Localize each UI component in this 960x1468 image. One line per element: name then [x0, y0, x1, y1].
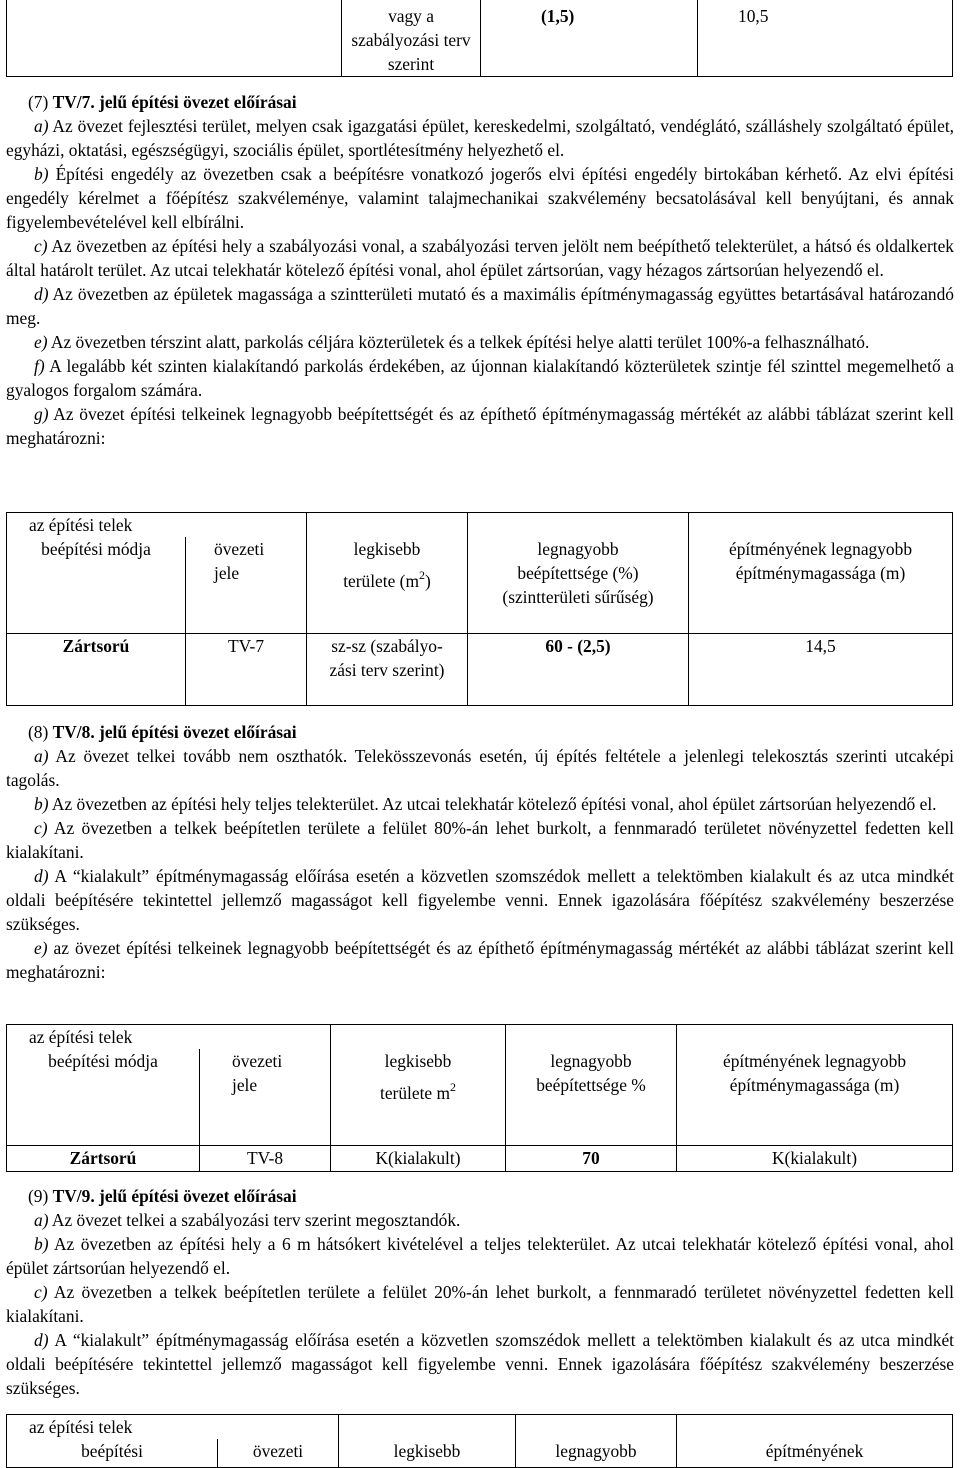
- row-max-coverage: 60 - (2,5): [545, 635, 611, 656]
- top-cell-scope: vagy a szabályozási terv szerint: [351, 6, 471, 74]
- row-mode: Zártsorú: [69, 1147, 137, 1168]
- tv8-table: [6, 1024, 953, 1172]
- section-heading: (9) TV/9. jelű építési övezet előírásai: [28, 1186, 297, 1206]
- clause-d: d) Az övezetben az épületek magassága a szintterületi mutató és a maximális építménymagasság együttes betartásával határozandó meg.: [6, 284, 954, 328]
- table-group-header: az építési telek: [29, 1417, 133, 1437]
- row-mode: Zártsorú: [62, 635, 130, 656]
- col-header-max-height: építményének legnagyobb építménymagassága (m): [722, 1051, 907, 1095]
- clause-b: b) Az övezetben az építési hely teljes telekterület. Az utcai telekhatár kötelező építési vonal, ahol épület zártsorúan helyezendő el.: [34, 794, 937, 814]
- clause-c: c) Az övezetben a telkek beépítetlen területe a felület 80%-án lehet burkolt, a fennmaradó területet növényzettel fedetten kell kialakítani.: [6, 818, 954, 862]
- table-group-header: az építési telek: [29, 1027, 133, 1047]
- row-max-height: 14,5: [805, 635, 836, 656]
- top-cell-ratio: (1,5): [541, 6, 575, 26]
- clause-g: g) Az övezet építési telkeinek legnagyobb beépítettségét és az építhető építménymagasság mértékét az alábbi táblázat szerint kell meghatározni:: [6, 404, 955, 448]
- row-min-area: sz-sz (szabályo-zási terv szerint): [329, 635, 445, 680]
- clause-b: b) Az övezetben az építési hely a 6 m hátsókert kivételével a teljes telekterület. Az utcai telekhatár kötelező építési vonal, ahol épület zártsorúan helyezendő el.: [6, 1234, 954, 1278]
- col-header-min-area: legkisebb: [384, 1051, 452, 1071]
- col-header-max-coverage: legnagyobb beépítettsége %: [536, 1051, 646, 1095]
- clause-e: e) Az övezetben térszint alatt, parkolás céljára közterületek és a telkek építési helye alatti terület 100%-a felhasználható.: [34, 332, 870, 352]
- clause-d: d) A “kialakult” építménymagasság előírása esetén a közvetlen szomszédok mellett a telektömben kialakult és az utca mindkét oldali beépítésére tekintettel jellemző magasságot kell figyelembe venni. Ennek igazolására főépítész szakvélemény beszerzése szükséges.: [6, 1330, 954, 1398]
- section-tv7: [6, 90, 954, 450]
- col-header-mode: beépítési módja: [41, 539, 151, 559]
- row-zone: TV-8: [246, 1147, 284, 1168]
- col-header-min-area: legkisebb: [353, 539, 421, 559]
- clause-e: e) az övezet építési telkeinek legnagyobb beépítettségét és az építhető építménymagasság mértékét az alábbi táblázat szerint kell meghatározni:: [6, 938, 954, 982]
- row-max-height: K(kialakult): [772, 1147, 857, 1168]
- section-heading: (7) TV/7. jelű építési övezet előírásai: [28, 92, 297, 112]
- col-header-max-coverage: legnagyobb: [555, 1441, 637, 1461]
- col-header-min-area: legkisebb: [393, 1441, 461, 1461]
- col-header-zone: övezeti: [252, 1441, 304, 1461]
- clause-b: b) Építési engedély az övezetben csak a beépítésre vonatkozó jogerős elvi építési engedély birtokában kérhető. Az elvi építési engedély kérelmet a főépítész szakvéleménye, valamint talajmechanikai szakvélemény becsatolásával kell benyújtani, és annak figyelembevételével kell elbírálni.: [6, 164, 954, 232]
- top-table-fragment: [6, 0, 953, 77]
- col-header-mode: beépítési: [81, 1441, 143, 1461]
- clause-a: a) Az övezet fejlesztési terület, melyen csak igazgatási épület, kereskedelmi, szolgáltató, vendéglátó, szálláshely szolgáltató épület, egyházi, oktatási, egészségügyi, szociális épület, sportlétesítmény helyezhető el.: [6, 116, 954, 160]
- table-group-header: az építési telek: [29, 515, 133, 535]
- col-header-mode: beépítési módja: [48, 1051, 158, 1071]
- row-max-coverage: 70: [582, 1147, 600, 1168]
- clause-d: d) A “kialakult” építménymagasság előírása esetén a közvetlen szomszédok mellett a telektömben kialakult és az utca mindkét oldali beépítésére tekintettel jellemző magasságot kell figyelembe venni. Ennek igazolására főépítész szakvélemény beszerzése szükséges.: [6, 866, 954, 934]
- clause-a: a) Az övezet telkei tovább nem oszthatók. Telekösszevonás esetén, új építés feltétele a jelenlegi telekosztás szerinti utcaképi tagolás.: [6, 746, 955, 790]
- clause-c: c) Az övezetben a telkek beépítetlen területe a felület 20%-án lehet burkolt, a fennmaradó területet növényzettel fedetten kell kialakítani.: [6, 1282, 954, 1326]
- tv9-table: [6, 1414, 953, 1468]
- clause-f: f) A legalább két szinten kialakítandó parkolás érdekében, az újonnan kialakítandó közterületek szintje fél szinttel megemelhető a gyalogos forgalom számára.: [6, 356, 955, 400]
- col-header-zone: övezeti jele: [214, 539, 265, 583]
- col-header-min-area-unit: területe $m^2$: [379, 1080, 456, 1103]
- clause-a: a) Az övezet telkei a szabályozási terv szerint megosztandók.: [34, 1210, 461, 1230]
- row-min-area: K(kialakult): [375, 1147, 461, 1168]
- top-cell-height: 10,5: [738, 6, 769, 26]
- col-header-max-height: építményének: [765, 1441, 864, 1461]
- col-header-min-area-unit: területe $(m^2)$: [343, 568, 431, 591]
- col-header-max-coverage: legnagyobb beépítettsége (%) (szintterületi sűrűség): [502, 539, 654, 607]
- col-header-zone: övezeti jele: [232, 1051, 283, 1095]
- section-tv8: [6, 720, 954, 984]
- tv7-table: [6, 512, 953, 706]
- section-heading: (8) TV/8. jelű építési övezet előírásai: [28, 722, 297, 742]
- clause-c: c) Az övezetben az építési hely a szabályozási vonal, a szabályozási terven jelölt nem beépíthető telekterület, a hátsó és oldalkertek által határolt terület. Az utcai telekhatár kötelező építési vonal, ahol épület zártsorúan, vagy hézagos zártsorúan helyezendő el.: [6, 236, 955, 280]
- section-tv9: [6, 1184, 954, 1400]
- col-header-max-height: építményének legnagyobb építménymagassága (m): [728, 539, 913, 583]
- row-zone: TV-7: [227, 635, 265, 656]
